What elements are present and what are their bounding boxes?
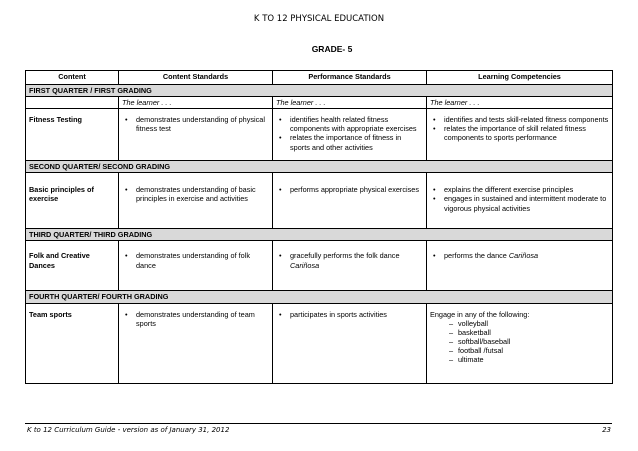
competencies-cell (427, 173, 613, 229)
content-standards-cell (119, 109, 273, 161)
content-standards-cell (119, 173, 273, 229)
quarter-row-3 (26, 229, 613, 241)
performance-text: gracefully performs the folk dance (290, 251, 400, 261)
topic-cell: Folk and Creative Dances (26, 241, 119, 291)
column-header-learning-competencies: Learning Competencies (427, 71, 613, 85)
competencies-intro: Engage in any of the following: (430, 309, 530, 319)
table-row (26, 303, 613, 383)
footer-text: K to 12 Curriculum Guide - version as of January 31, 2012 (27, 426, 230, 434)
table-row (26, 173, 613, 229)
list-item: • relates the importance of fitness in sports and other activities (290, 133, 423, 151)
learner-prefix: The learner . . . (427, 97, 613, 109)
performance-standards-cell (273, 109, 427, 161)
list-item: • demonstrates understanding of basic principles in exercise and activities (136, 185, 269, 203)
table-row (26, 241, 613, 291)
performance-standards-cell (273, 303, 427, 383)
footer-divider (25, 423, 612, 424)
learner-prefix: The learner . . . (273, 97, 427, 109)
list-item: • participates in sports activities (290, 310, 423, 319)
list-item: • identifies health related fitness components with appropriate exercises (290, 115, 423, 133)
list-item: • performs appropriate physical exercises (290, 185, 423, 194)
sport-item: – softball/baseball (458, 337, 609, 346)
list-item: • relates the importance of skill related fitness components to sports performance (444, 124, 609, 142)
list-item: • engages in sustained and intermittent moderate to vigorous physical activities (444, 194, 609, 212)
quarter-title: THIRD QUARTER/ THIRD GRADING (26, 229, 613, 241)
learner-row (26, 97, 613, 109)
list-item (290, 251, 423, 269)
column-header-content: Content (26, 71, 119, 85)
quarter-row-4 (26, 291, 613, 303)
list-item: • explains the different exercise principles (444, 185, 609, 194)
topic-cell: Fitness Testing (26, 109, 119, 161)
sport-item: – volleyball (458, 319, 609, 328)
sport-item: – basketball (458, 328, 609, 337)
empty-cell (26, 97, 119, 109)
topic-cell: Team sports (26, 303, 119, 383)
curriculum-table (25, 70, 613, 384)
competencies-cell (427, 109, 613, 161)
dance-name: Cariñosa (290, 260, 320, 270)
grade-title: GRADE- 5 (311, 44, 353, 54)
list-item: • demonstrates understanding of folk dance (136, 251, 269, 269)
column-header-performance-standards: Performance Standards (273, 71, 427, 85)
competency-text: performs the dance (444, 251, 507, 261)
page-number: 23 (602, 426, 611, 434)
quarter-title: FIRST QUARTER / FIRST GRADING (26, 85, 613, 97)
learner-prefix: The learner . . . (119, 97, 273, 109)
quarter-title: FOURTH QUARTER/ FOURTH GRADING (26, 291, 613, 303)
dance-name: Cariñosa (508, 251, 539, 261)
sport-item: – football /futsal (458, 346, 609, 355)
sport-item: – ultimate (458, 355, 609, 364)
list-item: • demonstrates understanding of team sports (136, 310, 269, 328)
competencies-cell (427, 241, 613, 291)
topic-cell: Basic principles of exercise (26, 173, 119, 229)
quarter-title: SECOND QUARTER/ SECOND GRADING (26, 161, 613, 173)
quarter-row-2 (26, 161, 613, 173)
list-item (444, 251, 609, 260)
performance-standards-cell (273, 241, 427, 291)
list-item: • demonstrates understanding of physical fitness test (136, 115, 269, 133)
quarter-row-1 (26, 85, 613, 97)
content-standards-cell (119, 303, 273, 383)
table-header-row (26, 71, 613, 85)
performance-standards-cell (273, 173, 427, 229)
table-row (26, 109, 613, 161)
column-header-content-standards: Content Standards (119, 71, 273, 85)
content-standards-cell (119, 241, 273, 291)
document-header: K TO 12 PHYSICAL EDUCATION (253, 14, 385, 24)
list-item: • identifies and tests skill-related fitness components (444, 115, 609, 124)
competencies-cell (427, 303, 613, 383)
